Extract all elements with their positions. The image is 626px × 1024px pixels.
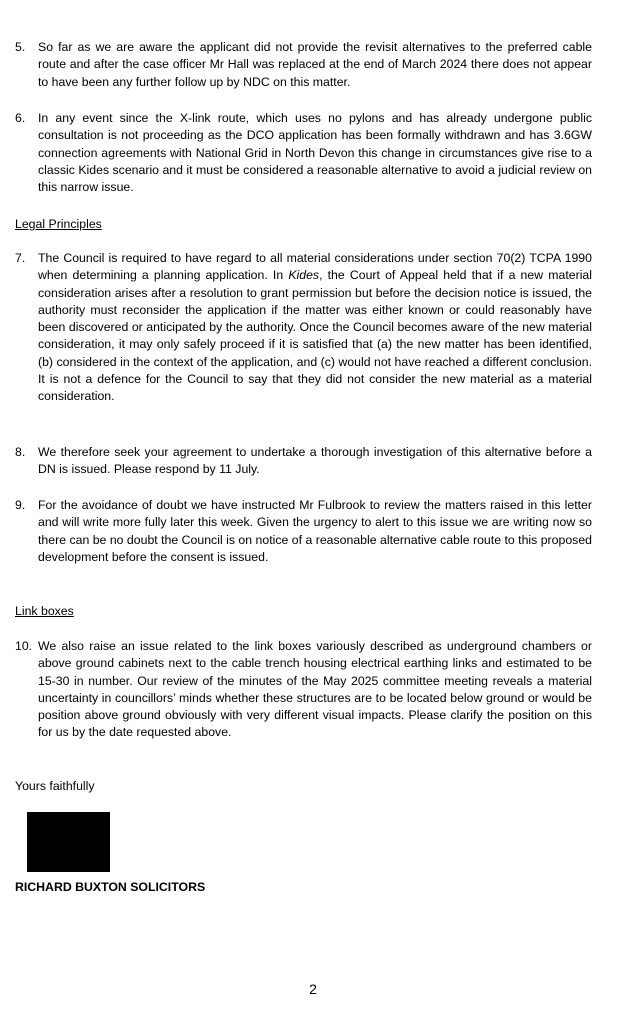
redacted-signature	[27, 812, 110, 872]
page-number: 2	[309, 981, 317, 997]
paragraph-number: 8.	[15, 445, 26, 459]
paragraph-text-part: , the Court of Appeal held that if a new material consideration arises after a resolution to grant permission but before the decision notice is issued, the authority must reconsider the application if the matter was either known or could reasonably have been discovered or anticipated by the authority. Once the Council becomes aware of the new material consideration, it may only safely proceed if it is satisfied that (a) the new matter has been identified, (b) considered in the context of the application, and (c) would not have reached a different conclusion. It is not a defence for the Council to say that they did not consider the new material as a material consideration.	[38, 268, 592, 404]
heading-legal-principles: Legal Principles	[15, 217, 102, 231]
firm-name: RICHARD BUXTON SOLICITORS	[15, 880, 206, 894]
paragraph-5	[15, 39, 592, 91]
paragraph-number: 6.	[15, 111, 26, 125]
paragraph-number: 5.	[15, 40, 26, 54]
paragraph-text: In any event since the X-link route, which uses no pylons and has already undergone public consultation is not proceeding as the DCO application has been formally withdrawn and has 3.6GW connection agreements with National Grid in North Devon this change in circumstances give rise to a classic Kides scenario and it must be considered a reasonable alternative to avoid a judicial review on this narrow issue.	[38, 111, 592, 195]
paragraph-text: We also raise an issue related to the link boxes variously described as underground chambers or above ground cabinets next to the cable trench housing electrical earthing links and estimated to be 15-30 in number. Our review of the minutes of the May 2025 committee meeting reveals a material uncertainty in councillors’ minds whether these structures are to be located below ground or would be position above ground obviously with very different visual impacts. Please clarify the position on this for us by the date requested above.	[38, 639, 592, 740]
heading-link-boxes: Link boxes	[15, 604, 74, 618]
paragraph-10	[15, 638, 592, 742]
paragraph-text: We therefore seek your agreement to undertake a thorough investigation of this alternative before a DN is issued. Please respond by 11 July.	[38, 445, 592, 477]
paragraph-8	[15, 444, 592, 479]
case-name-kides: Kides	[288, 268, 320, 283]
paragraph-9	[15, 497, 592, 566]
paragraph-6	[15, 110, 592, 196]
paragraph-text	[38, 250, 592, 406]
paragraph-text: So far as we are aware the applicant did not provide the revisit alternatives to the preferred cable route and after the case officer Mr Hall was replaced at the end of March 2024 there does not appear to have been any further follow up by NDC on this matter.	[38, 40, 592, 89]
paragraph-text: For the avoidance of doubt we have instructed Mr Fulbrook to review the matters raised in this letter and will write more fully later this week. Given the urgency to alert to this issue we are writing now so there can be no doubt the Council is on notice of a reasonable alternative cable route to this proposed development before the consent is issued.	[38, 498, 592, 564]
paragraph-number: 10.	[15, 639, 33, 653]
paragraph-number: 9.	[15, 498, 26, 512]
paragraph-7	[15, 250, 592, 406]
paragraph-text-part: The Council is required to have regard to all material considerations under section 70(2) TCPA 1990 when determining a planning application. In	[38, 251, 592, 283]
paragraph-number: 7.	[15, 251, 26, 265]
closing-salutation: Yours faithfully	[15, 779, 95, 793]
